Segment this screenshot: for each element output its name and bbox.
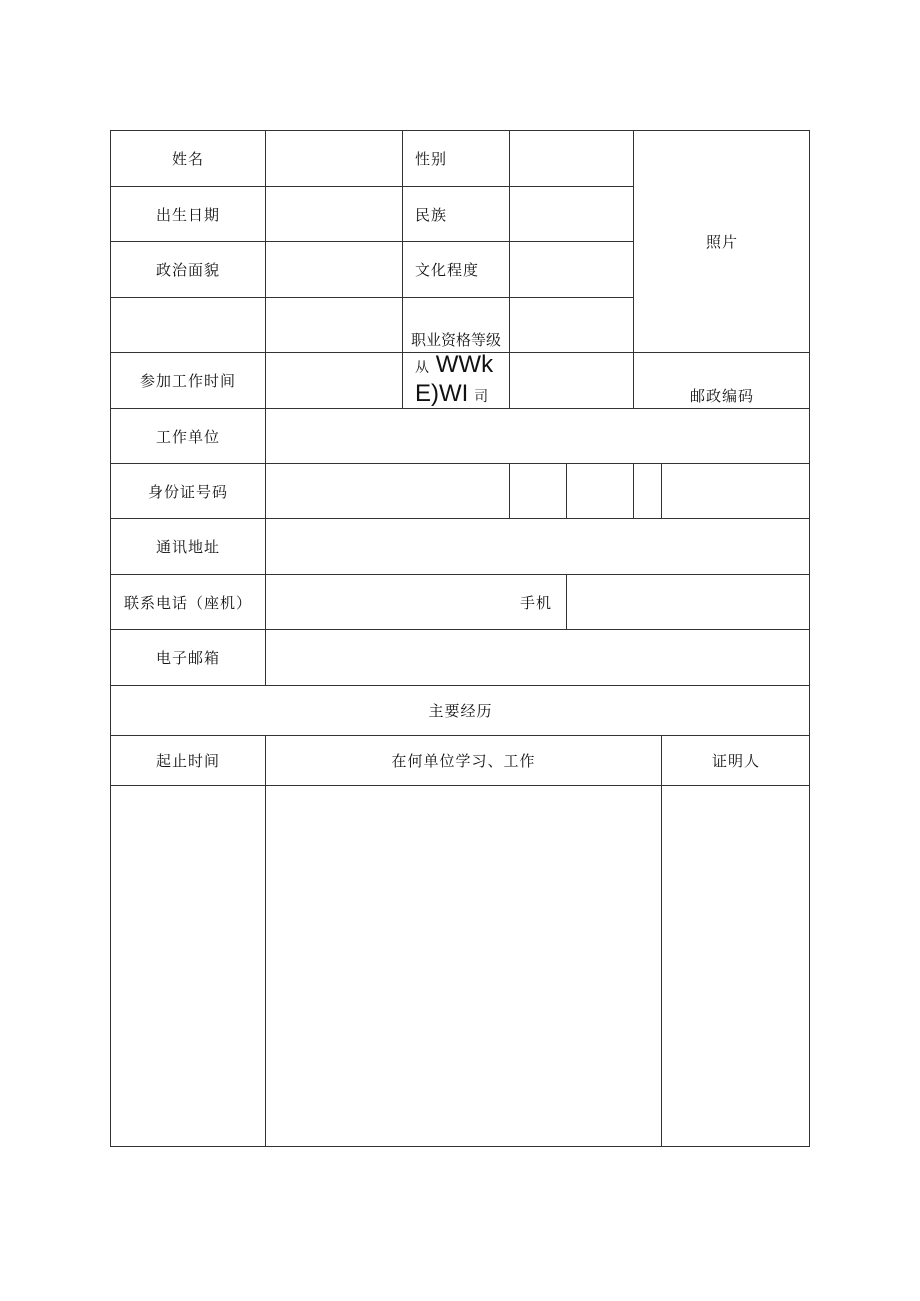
section-header-experience: 主要经历: [111, 686, 810, 736]
garbled-prefix: 从: [415, 359, 430, 376]
input-experience-witness[interactable]: [662, 786, 810, 1146]
label-email: 电子邮箱: [111, 630, 266, 686]
input-mobile[interactable]: [567, 575, 810, 630]
label-qualification-level: 职业资格等级: [403, 298, 510, 353]
input-work-start[interactable]: [266, 353, 403, 409]
garbled-text-2: E)WI: [415, 379, 469, 407]
garbled-suffix: 司: [474, 388, 490, 405]
column-header-witness: 证明人: [662, 736, 810, 786]
label-work-start: 参加工作时间: [111, 353, 266, 409]
label-ethnicity: 民族: [403, 187, 510, 242]
input-birth-date[interactable]: [266, 187, 403, 242]
column-header-where: 在何单位学习、工作: [266, 736, 662, 786]
input-work-unit[interactable]: [266, 409, 810, 464]
garbled-text-1: WWk: [435, 350, 494, 378]
label-name: 姓名: [111, 131, 266, 187]
label-landline: 联系电话（座机）: [111, 575, 266, 630]
label-birth-date: 出生日期: [111, 187, 266, 242]
label-id-number: 身份证号码: [111, 464, 266, 519]
label-political-status: 政治面貌: [111, 242, 266, 298]
label-mobile: 手机: [266, 575, 567, 630]
label-gender: 性别: [403, 131, 510, 187]
column-header-period: 起止时间: [111, 736, 266, 786]
id-extra-cell-3[interactable]: [634, 464, 662, 519]
photo-box[interactable]: 照片: [634, 131, 810, 353]
label-address: 通讯地址: [111, 519, 266, 575]
id-extra-cell-4[interactable]: [662, 464, 810, 519]
input-id-number[interactable]: [266, 464, 510, 519]
id-extra-cell-1[interactable]: [510, 464, 567, 519]
id-extra-cell-2[interactable]: [567, 464, 634, 519]
garbled-line-2: [415, 381, 489, 410]
input-experience-where[interactable]: [266, 786, 662, 1146]
input-political-status[interactable]: [266, 242, 403, 298]
label-postal-code: 邮政编码: [634, 353, 810, 409]
garbled-line-1: [415, 352, 493, 381]
input-ethnicity[interactable]: [510, 187, 634, 242]
registration-form-table: [110, 130, 810, 1147]
empty-label-cell: [111, 298, 266, 353]
label-education: 文化程度: [403, 242, 510, 298]
empty-input-cell[interactable]: [266, 298, 403, 353]
input-education[interactable]: [510, 242, 634, 298]
input-experience-period[interactable]: [111, 786, 266, 1146]
input-gender[interactable]: [510, 131, 634, 187]
input-address[interactable]: [266, 519, 810, 575]
label-work-unit: 工作单位: [111, 409, 266, 464]
garbled-label-cell: [403, 350, 510, 409]
input-email[interactable]: [266, 630, 810, 686]
input-garbled-field[interactable]: [510, 353, 634, 409]
input-name[interactable]: [266, 131, 403, 187]
input-qualification-level[interactable]: [510, 298, 634, 353]
